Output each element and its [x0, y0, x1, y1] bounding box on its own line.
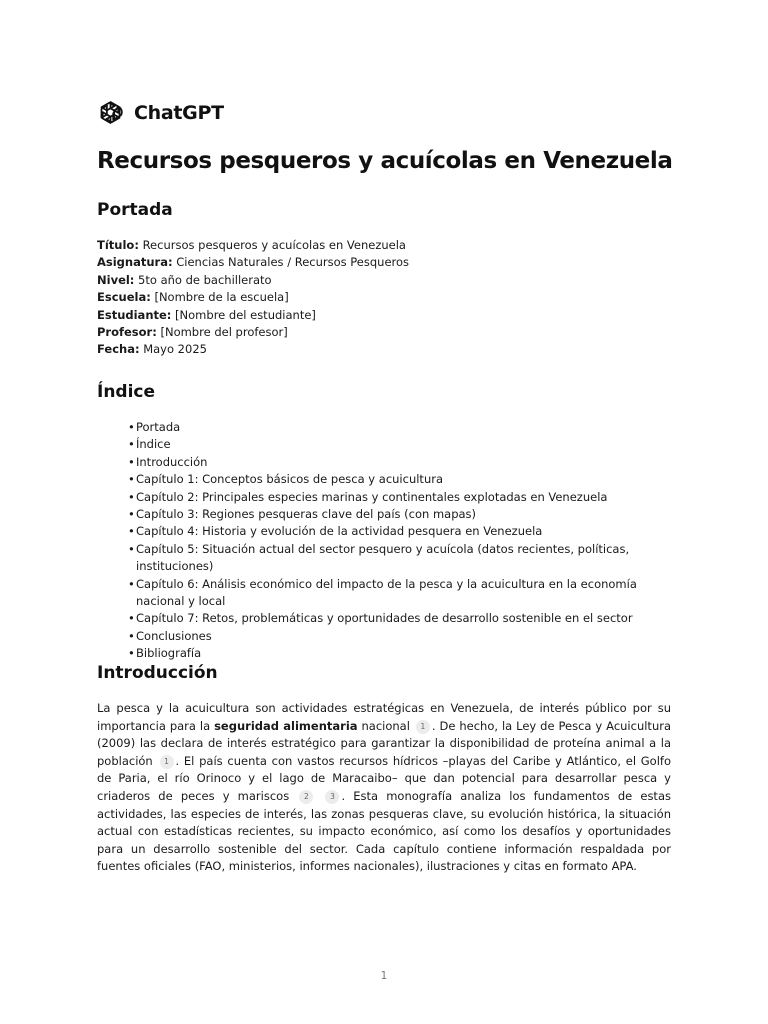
- heading-portada: Portada: [97, 200, 173, 220]
- cover-value: 5to año de bachillerato: [134, 272, 272, 287]
- citation-badge[interactable]: 1: [416, 720, 430, 734]
- cover-value: [Nombre del profesor]: [156, 325, 288, 340]
- toc-item: • Capítulo 3: Regiones pesqueras clave del país (con mapas): [128, 506, 658, 523]
- brand-header: [97, 99, 224, 126]
- toc-item: • Capítulo 4: Historia y evolución de la actividad pesquera en Venezuela: [128, 523, 658, 540]
- heading-introduccion: Introducción: [97, 663, 218, 683]
- toc-item: • Bibliografía: [128, 645, 658, 662]
- toc-item: • Introducción: [128, 454, 658, 471]
- toc-item: • Portada: [128, 419, 658, 436]
- toc-item: • Capítulo 2: Principales especies marinas y continentales explotadas en Venezuela: [128, 489, 658, 506]
- cover-value: Ciencias Naturales / Recursos Pesqueros: [172, 255, 410, 270]
- toc-item: • Conclusiones: [128, 628, 658, 645]
- cover-row-estudiante: [97, 307, 409, 324]
- cover-row-titulo: [97, 237, 409, 254]
- citation-badge[interactable]: 2: [299, 790, 313, 804]
- cover-label: Título:: [97, 238, 139, 252]
- cover-row-fecha: [97, 341, 409, 358]
- cover-label: Nivel:: [97, 272, 135, 287]
- toc-item: • Capítulo 5: Situación actual del sector pesquero y acuícola (datos recientes, políticas, instituciones): [128, 541, 658, 576]
- cover-label: Profesor:: [97, 325, 157, 340]
- heading-indice: Índice: [97, 382, 156, 402]
- document-title: Recursos pesqueros y acuícolas en Venezuela: [97, 148, 673, 174]
- cover-value: Mayo 2025: [139, 342, 207, 357]
- cover-value: [Nombre del estudiante]: [171, 307, 316, 322]
- intro-text: La pesca y la acuicultura son actividades estratégicas en Venezuela, de interés público por su importancia para la: [97, 701, 671, 733]
- cover-details: [97, 237, 409, 359]
- intro-text: nacional: [357, 718, 410, 733]
- intro-paragraph: [97, 700, 671, 876]
- intro-text: . De hecho, la Ley de Pesca y Acuicultura (2009) las declara de interés estratégico para garantizar la disponibilidad de proteína animal a la población: [97, 718, 672, 768]
- cover-label: Estudiante:: [97, 307, 172, 322]
- toc-item: • Capítulo 7: Retos, problemáticas y oportunidades de desarrollo sostenible en el sector: [128, 610, 658, 627]
- cover-row-asignatura: [97, 254, 409, 271]
- cover-label: Fecha:: [97, 342, 140, 357]
- brand-name: ChatGPT: [134, 101, 224, 124]
- cover-row-profesor: [97, 324, 409, 341]
- toc-item: • Índice: [128, 436, 658, 453]
- intro-text: . El país cuenta con vastos recursos hídricos –playas del Caribe y Atlántico, el Golfo de Paria, el río Orinoco y el lago de Maracaibo– que dan potencial para desarrollar pesca y criaderos de peces y mariscos: [97, 753, 672, 803]
- cover-label: Asignatura:: [97, 255, 173, 270]
- cover-value: Recursos pesqueros y acuícolas en Venezuela: [138, 238, 406, 252]
- page-number: 1: [380, 970, 388, 982]
- cover-row-escuela: [97, 289, 409, 306]
- intro-text: . Esta monografía analiza los fundamentos de estas actividades, las especies de interés, las zonas pesqueras clave, su evolución histórica, la situación actual con estadísticas recientes, su impacto económico, así como los desafíos y oportunidades para un desarrollo sostenible del sector. Cada capítulo contiene información respaldada por fuentes oficiales (FAO, ministerios, informes nacionales), ilustraciones y citas en formato APA.: [97, 788, 671, 874]
- cover-label: Escuela:: [97, 290, 151, 305]
- cover-value: [Nombre de la escuela]: [150, 290, 289, 305]
- table-of-contents: [128, 419, 658, 663]
- citation-badge[interactable]: 1: [160, 755, 174, 769]
- openai-logo-icon: [97, 99, 124, 126]
- toc-item: • Capítulo 1: Conceptos básicos de pesca y acuicultura: [128, 471, 658, 488]
- cover-row-nivel: [97, 272, 409, 289]
- toc-item: • Capítulo 6: Análisis económico del impacto de la pesca y la acuicultura en la economía nacional y local: [128, 576, 658, 611]
- intro-bold-text: seguridad alimentaria: [214, 718, 358, 733]
- citation-badge[interactable]: 3: [325, 790, 339, 804]
